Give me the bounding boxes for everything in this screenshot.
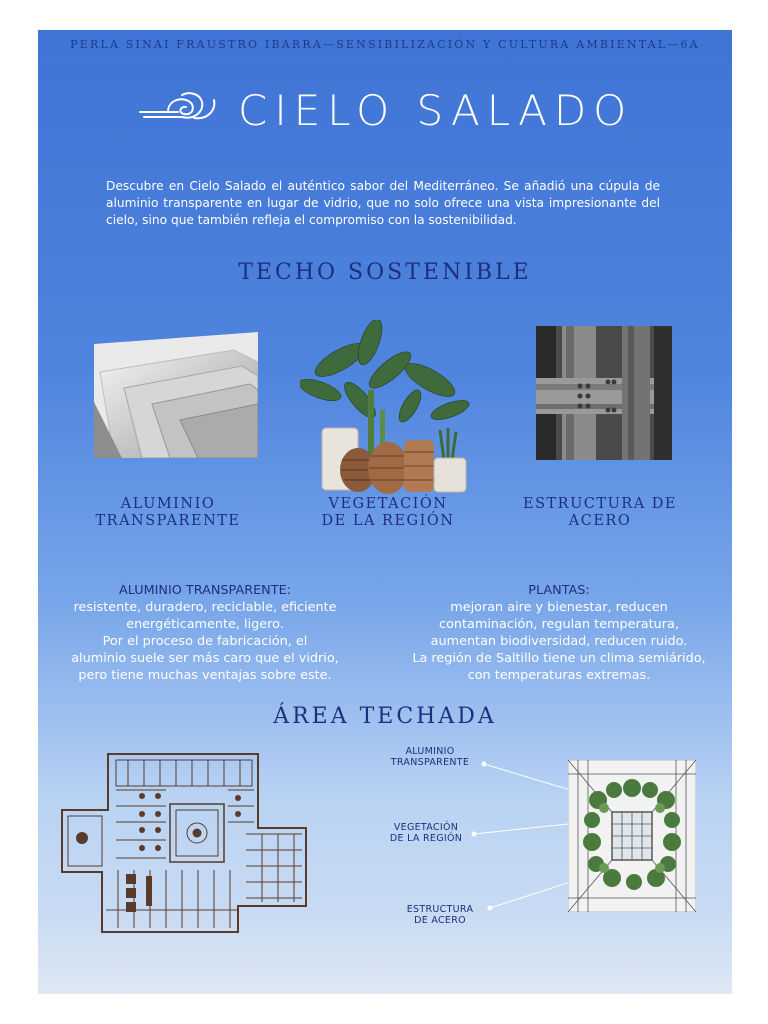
wave-icon (138, 92, 220, 126)
roof-aerial-image (568, 760, 696, 912)
steel-structure-image (536, 326, 672, 460)
intro-paragraph: Descubre en Cielo Salado el auténtico sabor del Mediterráneo. Se añadió una cúpula de aluminio transparente en lugar de vidrio, que no solo ofrece una vista impresionante del cielo, sino que también refleja el compromiso con la sostenibilidad. (106, 179, 660, 227)
potted-plants-image (300, 320, 472, 496)
floor-plan-image (58, 750, 312, 936)
section-title-area: ÁREA TECHADA (273, 704, 497, 729)
author-header: PERLA SINAI FRAUSTRO IBARRA—SENSIBILIZACIÓN Y CULTURA AMBIENTAL—6A (70, 38, 700, 51)
logo-text: CIELO SALADO (238, 86, 634, 135)
label-vegetacion: VEGETACIÓN DE LA REGIÓN (389, 822, 463, 844)
caption-estructura: ESTRUCTURA DE ACERO (522, 496, 678, 529)
poster (38, 30, 732, 994)
label-estructura: ESTRUCTURA DE ACERO (406, 904, 474, 926)
caption-aluminio: ALUMINIO TRANSPARENTE (95, 496, 241, 529)
section-title-techo: TECHO SOSTENIBLE (238, 260, 532, 285)
desc-aluminio-heading: ALUMINIO TRANSPARENTE: (119, 583, 291, 598)
caption-vegetacion: VEGETACIÓN DE LA REGIÓN (321, 496, 455, 529)
aluminum-panels-image (94, 332, 258, 458)
label-aluminio: ALUMINIO TRANSPARENTE (390, 746, 470, 768)
desc-plantas-heading: PLANTAS: (528, 583, 590, 598)
desc-aluminio: ALUMINIO TRANSPARENTE: resistente, duradero, reciclable, eficiente energéticamente, ligero. Por el proceso de fabricación, el aluminio suele ser más caro que el vidrio, pero tiene muchas ventajas sobre este. (44, 582, 366, 684)
desc-plantas: PLANTAS: mejoran aire y bienestar, reducen contaminación, regulan temperatura, aumentan biodiversidad, reducen ruido. La región de Saltillo tiene un clima semiárido, con temperaturas extremas. (386, 582, 732, 684)
logo (138, 86, 634, 136)
